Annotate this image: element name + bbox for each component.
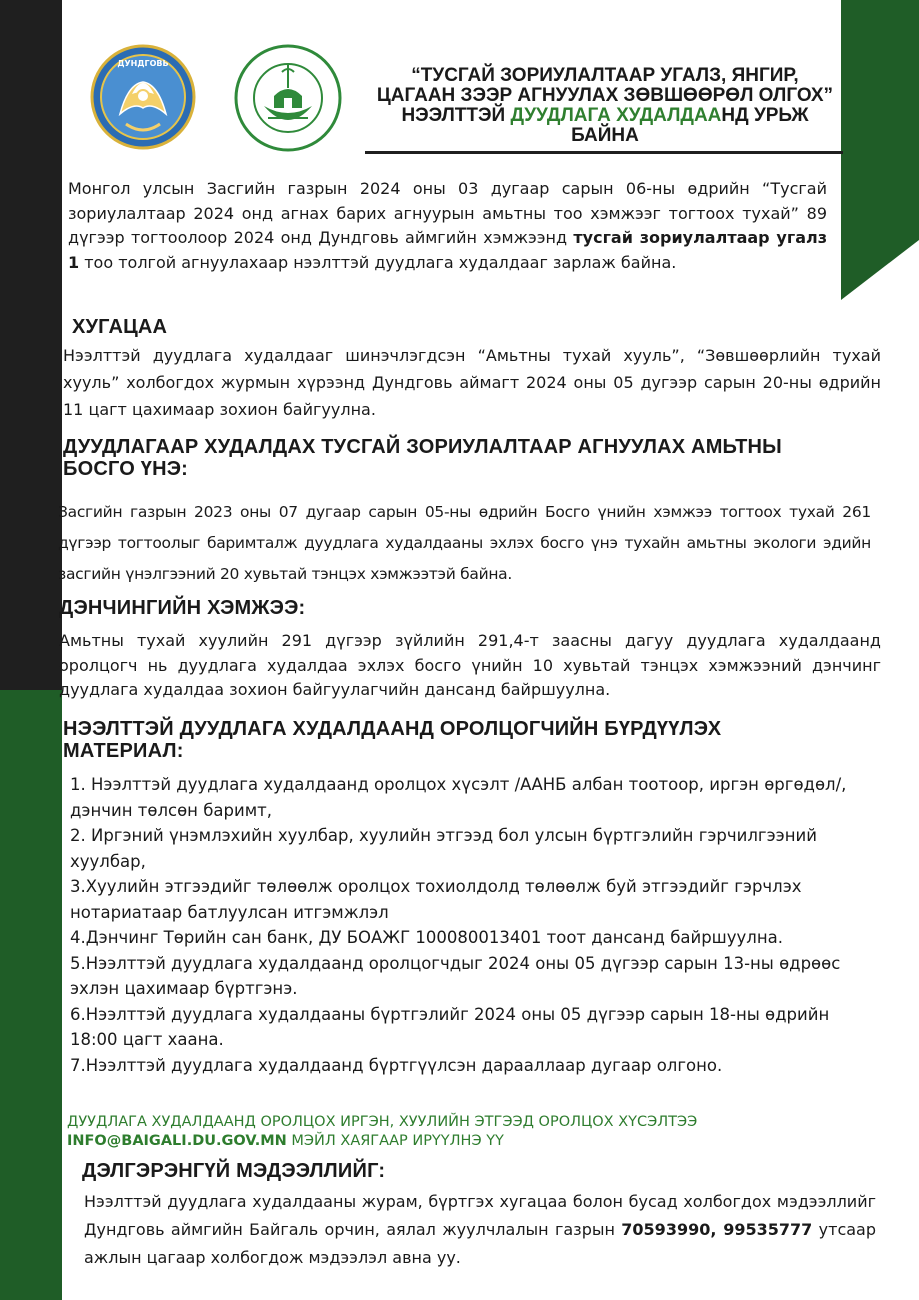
deposit-heading: ДЭНЧИНГИЙН ХЭМЖЭЭ: (59, 597, 306, 619)
contact-note-line2: INFO@BAIGALI.DU.GOV.MN МЭЙЛ ХАЯГААР ИРҮҮЛНЭ ҮҮ (67, 1132, 504, 1149)
starting-price-heading: ДУУДЛАГААР ХУДАЛДАХ ТУСГАЙ ЗОРИУЛАЛТААР АГНУУЛАХ АМЬТНЫ БОСГО ҮНЭ: (63, 436, 782, 480)
materials-heading: НЭЭЛТТЭЙ ДУУДЛАГА ХУДАЛДААНД ОРОЛЦОГЧИЙН БҮРДҮҮЛЭХ МАТЕРИАЛ: (63, 718, 722, 762)
starting-price-paragraph: Засгийн газрын 2023 оны 07 дугаар сарын 05-ны өдрийн Босго үнийн хэмжээ тогтоох тухай 261 дүгээр тогтоолыг баримталж дуудлага худалдааны эхлэх босго үнэ тухайн амьтны экологи эдийн засгийн үнэлгээний 20 хувьтай тэнцэх хэмжээтэй байна. (58, 503, 871, 583)
more-info-paragraph: Нээлттэй дуудлага худалдааны журам, бүртгэх хугацаа болон бусад холбогдох мэдээллийг Дундговь аймгийн Байгаль орчин, аялал жуулчлалын газрын 70593990, 99535777 утсаар ажлын цагаар холбогдож мэдээлэл авна уу. (84, 1192, 877, 1267)
title-underline (365, 151, 843, 154)
dundgovi-emblem-logo (90, 44, 196, 150)
intro-paragraph: Монгол улсын Засгийн газрын 2024 оны 03 дугаар сарын 06-ны өдрийн “Тусгай зориулалтаар 2024 онд агнах барих агнуурын амьтны тоо хэмжээг тогтоох тухай” 89 дүгээр тогтоолоор 2024 онд Дундговь аймгийн хэмжээнд тусгай зориулалтаар угалз 1 тоо толгой агнуулахаар нээлттэй дуудлага худалдааг зарлаж байна. (68, 179, 828, 272)
list-item: 6.Нээлттэй дуудлага худалдааны бүртгэлийг 2024 оны 05 дүгээр сарын 18-ны өдрийн 18:00 цагт хаана. (70, 1004, 830, 1049)
right-corner-fold (841, 240, 919, 300)
contact-email-link[interactable]: INFO@BAIGALI.DU.GOV.MN (67, 1132, 287, 1149)
deposit-paragraph: Амьтны тухай хуулийн 291 дүгээр зүйлийн 291,4-т заасны дагуу дуудлага худалдаанд оролцогч нь дуудлага худалдаа эхлэх босго үнийн 10 хувьтай тэнцэх хэмжээний дэнчинг дуудлага худалдаа зохион байгуулагчийн дансанд байршуулна. (59, 631, 881, 699)
more-info-heading: ДЭЛГЭРЭНГҮЙ МЭДЭЭЛЛИЙГ: (82, 1160, 386, 1182)
list-item: 2. Иргэний үнэмлэхийн хуулбар, хуулийн этгээд бол улсын бүртгэлийн гэрчилгээний хуулбар, (70, 826, 817, 871)
contact-note-line1: ДУУДЛАГА ХУДАЛДААНД ОРОЛЦОХ ИРГЭН, ХУУЛИЙН ЭТГЭЭД ОРОЛЦОХ ХҮСЭЛТЭЭ (67, 1114, 698, 1130)
contact-phones: 70593990, 99535777 (621, 1220, 813, 1239)
deadline-paragraph: Нээлттэй дуудлага худалдааг шинэчлэгдсэн “Амьтны тухай хууль”, “Зөвшөөрлийн тухай хууль” холбогдох журмын хүрээнд Дундговь аймагт 2024 оны 05 дугээр сарын 20-ны өдрийн 11 цагт цахимаар зохион байгуулна. (63, 346, 881, 419)
materials-list (70, 772, 870, 1078)
list-item: 4.Дэнчинг Төрийн сан банк, ДУ БОАЖГ 100080013401 тоот дансанд байршуулна. (70, 928, 783, 947)
deadline-heading: ХУГАЦАА (72, 316, 168, 338)
left-dark-bar (0, 0, 62, 690)
poster-title: “ТУСГАЙ ЗОРИУЛАЛТААР УГАЛЗ, ЯНГИР, ЦАГААН ЗЭЭР АГНУУЛАХ ЗӨВШӨӨРӨЛ ОЛГОХ” НЭЭЛТТЭЙ ДУУДЛАГА ХУДАЛДААНД УРЬЖ БАЙНА (376, 65, 834, 146)
environment-agency-logo (234, 44, 342, 152)
list-item: 5.Нээлттэй дуудлага худалдаанд оролцогчдыг 2024 оны 05 дүгээр сарын 13-ны өдрөөс эхлэн цахимаар бүртгэнэ. (70, 953, 841, 998)
list-item: 3.Хуулийн этгээдийг төлөөлж оролцох тохиолдолд төлөөлж буй этгээдийг гэрчлэх нотариатаар батлуулсан итгэмжлэл (70, 877, 802, 922)
left-green-bar (0, 690, 62, 1300)
contact-note (67, 1113, 847, 1150)
list-item: 7.Нээлттэй дуудлага худалдаанд бүртгүүлсэн дарааллаар дугаар олгоно. (70, 1055, 723, 1075)
list-item: 1. Нээлттэй дуудлага худалдаанд оролцох хүсэлт /ААНБ албан тоотоор, иргэн өргөдөл/, дэнчин төлсөн баримт, (70, 775, 847, 820)
svg-text:ДУНДГОВЬ: ДУНДГОВЬ (117, 59, 169, 68)
